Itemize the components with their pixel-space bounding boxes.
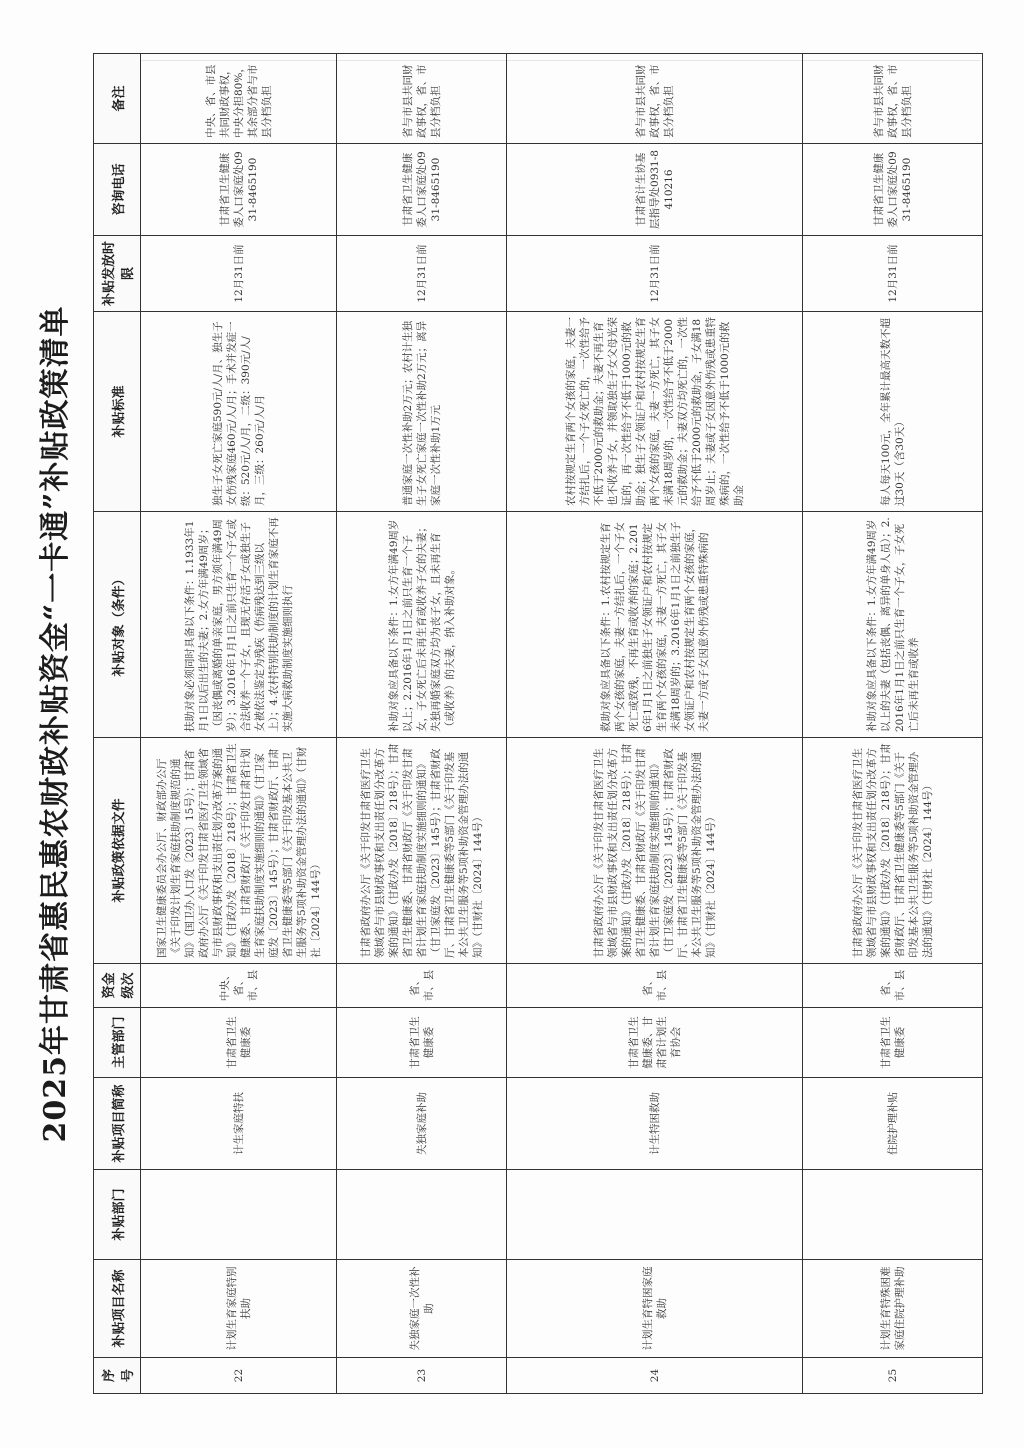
col-header-no: 序号 <box>94 1358 141 1394</box>
cell-admin: 甘肃省卫生健康委 <box>141 1008 337 1078</box>
cell-time: 12月31日前 <box>337 236 507 312</box>
cell-name: 失独家庭一次性补助 <box>337 1260 507 1358</box>
cell-dept <box>337 1170 507 1260</box>
col-header-level: 资金级次 <box>94 964 141 1008</box>
cell-phone: 甘肃省卫生健康委人口家庭处0931-8465190 <box>141 144 337 236</box>
col-header-admin: 主管部门 <box>94 1008 141 1078</box>
col-header-short: 补贴项目简称 <box>94 1078 141 1170</box>
cell-time: 12月31日前 <box>507 236 803 312</box>
cell-no: 24 <box>507 1358 803 1394</box>
cell-admin: 甘肃省卫生健康委、甘肃省计划生育协会 <box>507 1008 803 1078</box>
cell-basis: 甘肃省政府办公厅《关于印发甘肃省医疗卫生领域省与市县财政事权和支出责任划分改革方案的通知》（甘政办发〔2018〕218号）；甘肃省卫生健康委、甘肃省财政厅《关于印发甘肃省计划生育家庭扶助制度实施细则的通知》（甘卫家庭发〔2023〕145号）；甘肃省财政厅、甘肃省卫生健康委等5部门《关于印发基本公共卫生服务等5项补助资金管理办法的通知》（甘财社〔2024〕144号） <box>507 738 803 964</box>
cell-target: 补助对象应具备以下条件：1.女方年满49周岁以上；2.2016年1月1日之前只生育一个子女，子女死亡后未再生育或收养子女的夫妻；失独再婚家庭双方均为丧子女，且未再生育（或收养）的夫妻，纳入补助对象。 <box>337 512 507 738</box>
cell-standard: 农村按规定生育两个女孩的家庭，夫妻一方结扎后，一个子女死亡的，一次性给予不低于2000元的救助金；夫妻不再生育也不收养子女，并领取独生子女父母光荣证的，再一次性给予不低于1000元的救助金；独生子女领证户和农村按规定生育两个女孩的家庭，夫妻一方死亡，其子女未满18周岁的，一次性给予不低于2000元的救助金；夫妻双方均死亡的，一次性给予不低于2000元的救助金，子女满18周岁止；夫妻或子女因意外伤残或患重特殊病的，一次性给予不低于1000元的救助金 <box>507 312 803 512</box>
col-header-basis: 补贴政策依据文件 <box>94 738 141 964</box>
cell-target: 救助对象应具备以下条件：1.农村按规定生育两个女孩的家庭，夫妻一方结扎后，一个子女死亡或致残，不再生育或收养的家庭；2.2016年1月1日之前独生子女领证户和农村按规定生育两个女孩的家庭，夫妻一方死亡，其子女未满18周岁的；3.2016年1月1日之前独生子女领证户和农村按规定生育两个女孩的家庭，夫妻一方或子女因意外伤残或患重特殊病的 <box>507 512 803 738</box>
cell-dept <box>141 1170 337 1260</box>
cell-short: 计生家庭特扶 <box>141 1078 337 1170</box>
cell-note: 省与市县共同财政事权，省、市县分档负担 <box>337 54 507 144</box>
rotated-landscape-page <box>27 44 997 1404</box>
col-header-name: 补贴项目名称 <box>94 1260 141 1358</box>
cell-dept <box>803 1170 983 1260</box>
document-title: 2025年甘肃省惠民惠农财政补贴资金“一卡通”补贴政策清单 <box>38 305 73 1143</box>
col-header-time: 补贴发放时限 <box>94 236 141 312</box>
table-header-row <box>94 54 141 1394</box>
cell-level: 省、市、县 <box>507 964 803 1008</box>
cell-basis: 国家卫生健康委员会办公厅、财政部办公厅《关于印发计划生育家庭扶助制度规范的通知》（国卫办人口发〔2023〕15号）；甘肃省政府办公厅《关于印发甘肃省医疗卫生领域省与市县财政事权和支出责任划分改革方案的通知》（甘政办发〔2018〕218号）；甘肃省卫生健康委、甘肃省财政厅《关于印发甘肃省计划生育家庭扶助制度实施细则的通知》（甘卫家庭发〔2023〕145号）；甘肃省财政厅、甘肃省卫生健康委等5部门《关于印发基本公共卫生服务等5项补助资金管理办法的通知》（甘财社〔2024〕144号） <box>141 738 337 964</box>
cell-standard: 独生子女死亡家庭590元/人/月、独生子女伤残家庭460元/人/月；手术并发症一级：520元/人/月，二级：390元/人/月，三级：260元/人/月 <box>141 312 337 512</box>
cell-level: 中央、省、市、县 <box>141 964 337 1008</box>
cell-basis: 甘肃省政府办公厅《关于印发甘肃省医疗卫生领域省与市县财政事权和支出责任划分改革方案的通知》（甘政办发〔2018〕218号）；甘肃省卫生健康委、甘肃省财政厅《关于印发甘肃省计划生育家庭扶助制度实施细则的通知》（甘卫家庭发〔2023〕145号）；甘肃省财政厅、甘肃省卫生健康委等5部门《关于印发基本公共卫生服务等5项补助资金管理办法的通知》（甘财社〔2024〕144号） <box>337 738 507 964</box>
cell-no: 25 <box>803 1358 983 1394</box>
cell-short: 计生特困救助 <box>507 1078 803 1170</box>
cell-standard: 普通家庭一次性补助2万元；农村计生独生子女死亡家庭一次性补助2万元；离异家庭一次性补助1万元 <box>337 312 507 512</box>
cell-note: 省与市县共同财政事权，省、市县分档负担 <box>803 54 983 144</box>
table-row <box>507 54 803 1394</box>
cell-admin: 甘肃省卫生健康委 <box>337 1008 507 1078</box>
cell-phone: 甘肃省计生协基层指导处0931-8410216 <box>507 144 803 236</box>
cell-time: 12月31日前 <box>141 236 337 312</box>
col-header-note: 备注 <box>94 54 141 144</box>
table-row <box>803 54 983 1394</box>
cell-no: 23 <box>337 1358 507 1394</box>
cell-level: 省、市、县 <box>337 964 507 1008</box>
cell-admin: 甘肃省卫生健康委 <box>803 1008 983 1078</box>
cell-no: 22 <box>141 1358 337 1394</box>
cell-target: 补助对象应具备以下条件：1.女方年满49周岁以上的夫妻（包括丧偶、离异的单身人员）；2.2016年1月1日之前只生育一个子女，子女死亡后未再生育或收养 <box>803 512 983 738</box>
table-row <box>337 54 507 1394</box>
cell-phone: 甘肃省卫生健康委人口家庭处0931-8465190 <box>803 144 983 236</box>
cell-basis: 甘肃省政府办公厅《关于印发甘肃省医疗卫生领域省与市县财政事权和支出责任划分改革方案的通知》（甘政办发〔2018〕218号）；甘肃省财政厅、甘肃省卫生健康委等5部门《关于印发基本公共卫生服务等5项补助资金管理办法的通知》（甘财社〔2024〕144号） <box>803 738 983 964</box>
cell-standard: 每人每天100元，全年累计最高天数不超过30天（含30天） <box>803 312 983 512</box>
cell-name: 计划生育特困家庭救助 <box>507 1260 803 1358</box>
cell-name: 计划生育家庭特别扶助 <box>141 1260 337 1358</box>
col-header-target: 补贴对象（条件） <box>94 512 141 738</box>
table-row <box>141 54 337 1394</box>
cell-note: 中央、省、市县共同财政事权，中央分担80%，其余部分省与市县分档负担 <box>141 54 337 144</box>
cell-level: 省、市、县 <box>803 964 983 1008</box>
policy-table <box>93 53 983 1394</box>
cell-dept <box>507 1170 803 1260</box>
cell-short: 住院护理补贴 <box>803 1078 983 1170</box>
col-header-standard: 补贴标准 <box>94 312 141 512</box>
cell-time: 12月31日前 <box>803 236 983 312</box>
col-header-phone: 咨询电话 <box>94 144 141 236</box>
cell-short: 失独家庭补助 <box>337 1078 507 1170</box>
col-header-dept: 补贴部门 <box>94 1170 141 1260</box>
cell-note: 省与市县共同财政事权，省、市县分档负担 <box>507 54 803 144</box>
cell-phone: 甘肃省卫生健康委人口家庭处0931-8465190 <box>337 144 507 236</box>
cell-target: 扶助对象必须同时具备以下条件：1.1933年1月1日以后出生的夫妻；2.女方年满49周岁；（因丧偶或离婚的单亲家庭，男方须年满49周岁）；3.2016年1月1日之前只生育一个子女或合法收养一个子女，且现无存活子女或独生子女被依法鉴定为残疾（伤病残达到三级以上）；4.农村特别扶助制度的计划生育家庭不再实施大病救助制度实施细则执行 <box>141 512 337 738</box>
cell-name: 计划生育特殊困难家庭住院护理补助 <box>803 1260 983 1358</box>
